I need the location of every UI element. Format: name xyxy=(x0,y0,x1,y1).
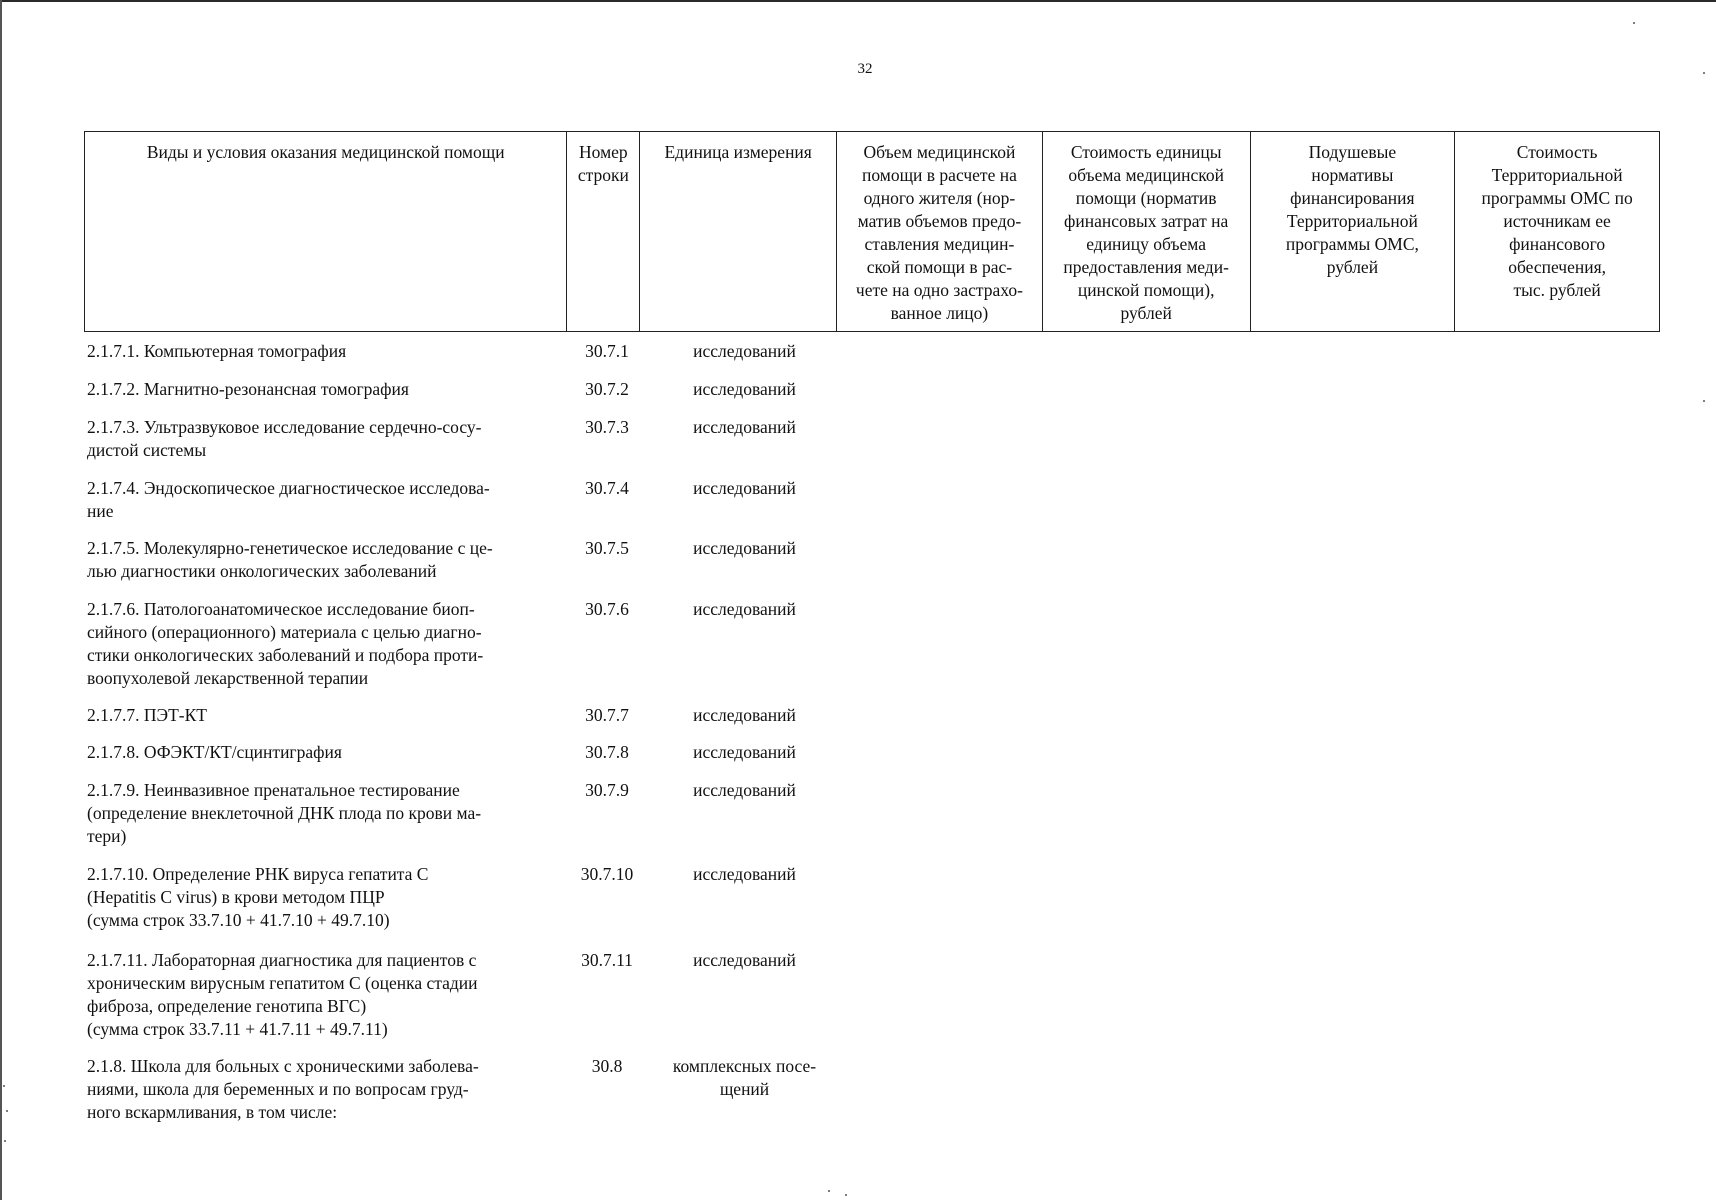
row-unit xyxy=(644,537,845,560)
header-text-line: строки xyxy=(577,165,629,185)
row-line-number: 30.7.9 xyxy=(585,780,629,800)
row-name-line: тери) xyxy=(87,826,127,846)
row-name-line: стики онкологических заболеваний и подбора проти- xyxy=(87,645,484,665)
scan-speck xyxy=(845,1194,847,1196)
header-text-line: Подушевые xyxy=(1308,142,1397,162)
page-number: 32 xyxy=(857,61,873,77)
row-name xyxy=(87,1055,567,1124)
row-line-number: 30.7.7 xyxy=(585,705,629,725)
row-unit xyxy=(644,949,845,972)
header-unit-cost xyxy=(1043,132,1251,331)
header-text-line: финансовых затрат на xyxy=(1064,211,1229,231)
header-text-line: тыс. рублей xyxy=(1513,280,1601,300)
header-unit xyxy=(640,132,837,331)
row-unit xyxy=(644,477,845,500)
row-name-line: (Hepatitis C virus) в крови методом ПЦР xyxy=(87,887,385,907)
row-name-line: 2.1.7.2. Магнитно-резонансная томография xyxy=(87,379,409,399)
scan-speck xyxy=(1633,22,1635,24)
header-kind xyxy=(85,132,567,331)
header-text-line: одного жителя (нор- xyxy=(863,188,1016,208)
scan-border-left xyxy=(0,0,2,1200)
row-unit xyxy=(644,779,845,802)
row-line-number: 30.7.11 xyxy=(581,950,633,970)
header-text-line: помощи (норматив xyxy=(1075,188,1217,208)
row-name-line: сийного (операционного) материала с целью диагно- xyxy=(87,622,482,642)
row-name-line: лью диагностики онкологических заболеваний xyxy=(87,561,437,581)
scan-speck xyxy=(6,1110,8,1112)
row-line-number: 30.7.3 xyxy=(585,417,629,437)
header-text-line: цинской помощи), xyxy=(1077,280,1215,300)
row-unit-line: исследований xyxy=(693,341,796,361)
header-per-capita xyxy=(1251,132,1456,331)
row-name xyxy=(87,741,567,764)
row-name-line: 2.1.7.1. Компьютерная томография xyxy=(87,341,347,361)
header-text-line: Стоимость xyxy=(1516,142,1598,162)
row-name xyxy=(87,704,567,727)
row-name-line: хроническим вирусным гепатитом С (оценка стадии xyxy=(87,973,478,993)
row-name xyxy=(87,598,567,690)
row-name xyxy=(87,477,567,523)
header-text-line: чете на одно застрахо- xyxy=(855,280,1023,300)
header-line-number xyxy=(567,132,640,331)
header-text-line: матив объемов предо- xyxy=(857,211,1022,231)
row-name xyxy=(87,949,567,1041)
row-name-line: 2.1.7.10. Определение РНК вируса гепатита С xyxy=(87,864,429,884)
row-name-line: 2.1.7.3. Ультразвуковое исследование сердечно-сосу- xyxy=(87,417,482,437)
row-unit-line: комплексных посе- xyxy=(672,1056,817,1076)
header-text-line: Объем медицинской xyxy=(863,142,1016,162)
header-text-line: нормативы xyxy=(1311,165,1394,185)
row-unit-line: исследований xyxy=(693,780,796,800)
header-text-line: Виды и условия оказания медицинской помощи xyxy=(146,142,505,162)
header-text-line: Территориальной xyxy=(1286,211,1418,231)
header-text-line: ставления медицин- xyxy=(864,234,1015,254)
row-unit-line: исследований xyxy=(693,742,796,762)
header-text-line: программы ОМС, xyxy=(1285,234,1419,254)
header-text-line: ванное лицо) xyxy=(890,303,989,323)
row-line-number: 30.7.5 xyxy=(585,538,629,558)
row-name xyxy=(87,537,567,583)
row-name-line: фиброза, определение генотипа ВГС) xyxy=(87,996,367,1016)
header-text-line: обеспечения, xyxy=(1508,257,1607,277)
row-unit-line: исследований xyxy=(693,705,796,725)
row-unit-line: исследований xyxy=(693,478,796,498)
row-unit xyxy=(644,1055,845,1101)
row-name-line: ниями, школа для беременных и по вопросам груд- xyxy=(87,1079,469,1099)
row-unit-line: исследований xyxy=(693,379,796,399)
row-unit xyxy=(644,598,845,621)
row-name-line: 2.1.7.7. ПЭТ-КТ xyxy=(87,705,207,725)
header-program-cost xyxy=(1455,132,1659,331)
row-name-line: 2.1.7.8. ОФЭКТ/КТ/сцинтиграфия xyxy=(87,742,342,762)
header-text-line: финансового xyxy=(1509,234,1606,254)
row-name-line: (сумма строк 33.7.10 + 41.7.10 + 49.7.10) xyxy=(87,910,390,930)
row-name-line: дистой системы xyxy=(87,440,207,460)
header-text-line: объема медицинской xyxy=(1068,165,1224,185)
header-text-line: Стоимость единицы xyxy=(1070,142,1222,162)
header-text-line: Единица измерения xyxy=(664,142,812,162)
row-name xyxy=(87,779,567,848)
header-text-line: рублей xyxy=(1326,257,1379,277)
row-unit xyxy=(644,340,845,363)
header-text-line: Территориальной xyxy=(1491,165,1623,185)
row-name xyxy=(87,378,567,401)
header-text-line: программы ОМС по xyxy=(1481,188,1633,208)
table-header xyxy=(84,131,1660,332)
row-unit xyxy=(644,741,845,764)
row-unit-line: исследований xyxy=(693,417,796,437)
header-text-line: предоставления меди- xyxy=(1063,257,1229,277)
header-text-line: источникам ее xyxy=(1503,211,1611,231)
row-name xyxy=(87,416,567,462)
scan-speck xyxy=(4,1140,6,1142)
row-name-line: 2.1.8. Школа для больных с хроническими заболева- xyxy=(87,1056,479,1076)
row-unit xyxy=(644,378,845,401)
row-unit-line: щений xyxy=(719,1079,770,1099)
scan-speck xyxy=(1703,72,1705,74)
row-line-number: 30.7.2 xyxy=(585,379,629,399)
row-name-line: (сумма строк 33.7.11 + 41.7.11 + 49.7.11) xyxy=(87,1019,388,1039)
row-line-number: 30.7.10 xyxy=(580,864,634,884)
row-name xyxy=(87,863,567,932)
header-text-line: единицу объема xyxy=(1086,234,1207,254)
row-name-line: 2.1.7.4. Эндоскопическое диагностическое исследова- xyxy=(87,478,490,498)
row-line-number: 30.8 xyxy=(591,1056,623,1076)
row-name-line: 2.1.7.9. Неинвазивное пренатальное тестирование xyxy=(87,780,460,800)
row-name-line: (определение внеклеточной ДНК плода по крови ма- xyxy=(87,803,482,823)
row-unit-line: исследований xyxy=(693,864,796,884)
row-name-line: 2.1.7.5. Молекулярно-генетическое исследование с це- xyxy=(87,538,493,558)
header-text-line: ской помощи в рас- xyxy=(866,257,1013,277)
row-unit xyxy=(644,416,845,439)
header-text-line: Номер xyxy=(579,142,628,162)
row-unit xyxy=(644,863,845,886)
scan-speck xyxy=(1703,400,1705,402)
row-line-number: 30.7.8 xyxy=(585,742,629,762)
row-unit-line: исследований xyxy=(693,599,796,619)
header-text-line: рублей xyxy=(1120,303,1172,323)
row-line-number: 30.7.6 xyxy=(585,599,629,619)
scan-speck xyxy=(3,1085,5,1087)
scan-border-top xyxy=(0,0,1716,2)
header-text-line: финансирования xyxy=(1290,188,1415,208)
header-volume xyxy=(837,132,1043,331)
row-name-line: ние xyxy=(87,501,114,521)
header-text-line: помощи в расчете на xyxy=(861,165,1017,185)
row-name-line: ного вскармливания, в том числе: xyxy=(87,1102,338,1122)
row-name xyxy=(87,340,567,363)
row-line-number: 30.7.1 xyxy=(585,341,629,361)
row-name-line: воопухолевой лекарственной терапии xyxy=(87,668,369,688)
row-line-number: 30.7.4 xyxy=(585,478,629,498)
row-name-line: 2.1.7.11. Лабораторная диагностика для пациентов с xyxy=(87,950,477,970)
row-unit xyxy=(644,704,845,727)
row-name-line: 2.1.7.6. Патологоанатомическое исследование биоп- xyxy=(87,599,475,619)
row-unit-line: исследований xyxy=(693,538,796,558)
row-unit-line: исследований xyxy=(693,950,796,970)
scan-speck xyxy=(828,1190,830,1192)
